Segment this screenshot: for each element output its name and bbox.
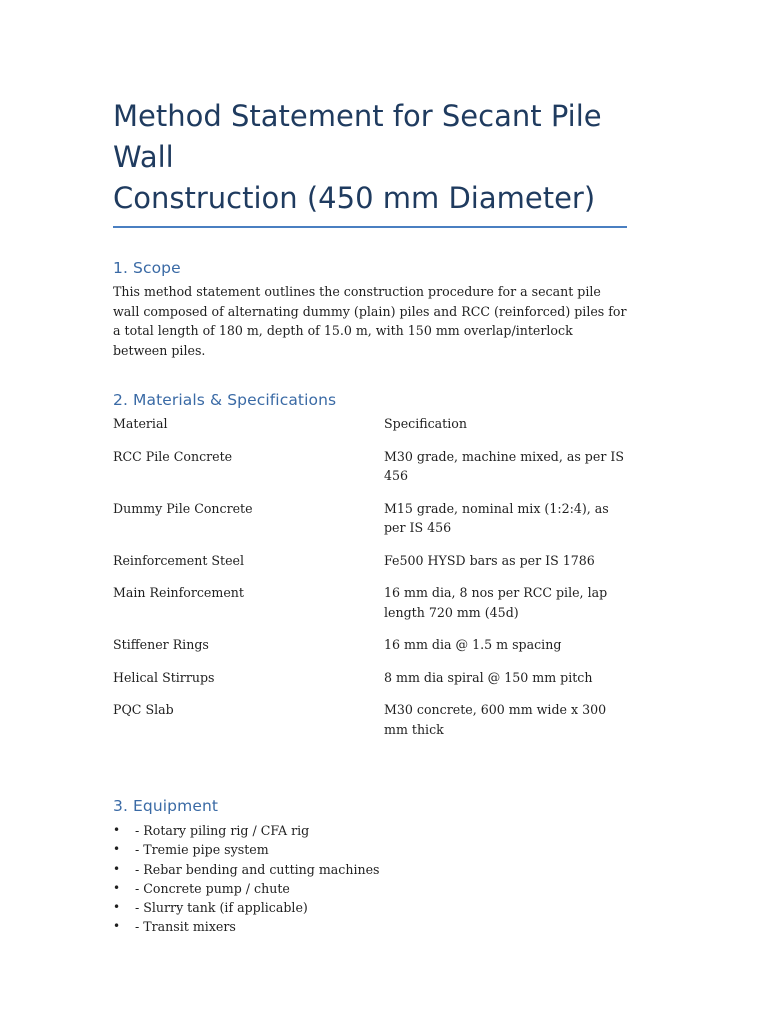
material-cell: Reinforcement Steel (113, 552, 245, 568)
material-cell: RCC Pile Concrete (113, 448, 233, 464)
table-row (113, 700, 627, 752)
bullet-icon: • (113, 900, 121, 915)
list-item (113, 821, 627, 840)
specification-cell: 16 mm dia, 8 nos per RCC pile, lap length 720 mm (45d) (384, 585, 608, 620)
bullet-icon: • (113, 823, 121, 837)
specification-cell: M30 concrete, 600 mm wide x 300 mm thick (384, 702, 607, 737)
list-item (113, 898, 627, 917)
bullet-icon: • (113, 880, 121, 895)
table-row (113, 635, 627, 668)
material-cell: Dummy Pile Concrete (113, 500, 253, 516)
scope-heading: 1. Scope (113, 259, 181, 277)
bullet-icon: • (113, 842, 121, 857)
materials-heading: 2. Materials & Specifications (113, 391, 337, 409)
document-page (113, 96, 627, 937)
material-column-header: Material (113, 416, 168, 431)
title-line-2: Construction (450 mm Diameter) (113, 181, 596, 215)
material-cell: Stiffener Rings (113, 637, 209, 652)
table-row (113, 447, 627, 499)
list-item-text: - Rebar bending and cutting machines (135, 861, 380, 877)
specification-cell: Fe500 HYSD bars as per IS 1786 (384, 552, 595, 568)
document-title (113, 96, 627, 228)
table-row (113, 499, 627, 551)
specification-cell: 8 mm dia spiral @ 150 mm pitch (384, 669, 593, 685)
specification-cell: 16 mm dia @ 1.5 m spacing (384, 637, 562, 652)
list-item (113, 879, 627, 898)
materials-table (113, 414, 627, 752)
table-row-header (113, 414, 627, 447)
material-cell: PQC Slab (113, 702, 174, 717)
scope-text: This method statement outlines the construction procedure for a secant pile wall composed of alternating dummy (plain) piles and RCC (reinforced) piles for a total length of 180 m, depth of 15.0 m, with 150 mm overlap/interlock between piles. (113, 284, 627, 358)
equipment-heading: 3. Equipment (113, 797, 219, 815)
bullet-icon: • (113, 919, 121, 934)
table-row (113, 668, 627, 701)
specification-column-header: Specification (384, 416, 467, 431)
list-item-text: - Rotary piling rig / CFA rig (135, 823, 310, 838)
equipment-list (113, 821, 627, 937)
list-item (113, 840, 627, 859)
list-item (113, 917, 627, 936)
title-line-1: Method Statement for Secant Pile Wall (113, 99, 602, 174)
specification-cell: M30 grade, machine mixed, as per IS 456 (384, 448, 624, 483)
list-item (113, 860, 627, 879)
table-row (113, 551, 627, 584)
specification-cell: M15 grade, nominal mix (1:2:4), as per IS 456 (384, 500, 609, 535)
material-cell: Main Reinforcement (113, 585, 244, 600)
list-item-text: - Transit mixers (135, 919, 236, 935)
table-row (113, 583, 627, 635)
list-item-text: - Slurry tank (if applicable) (135, 900, 308, 916)
bullet-icon: • (113, 861, 121, 876)
material-cell: Helical Stirrups (113, 669, 215, 685)
list-item-text: - Concrete pump / chute (135, 880, 290, 896)
list-item-text: - Tremie pipe system (135, 842, 269, 858)
